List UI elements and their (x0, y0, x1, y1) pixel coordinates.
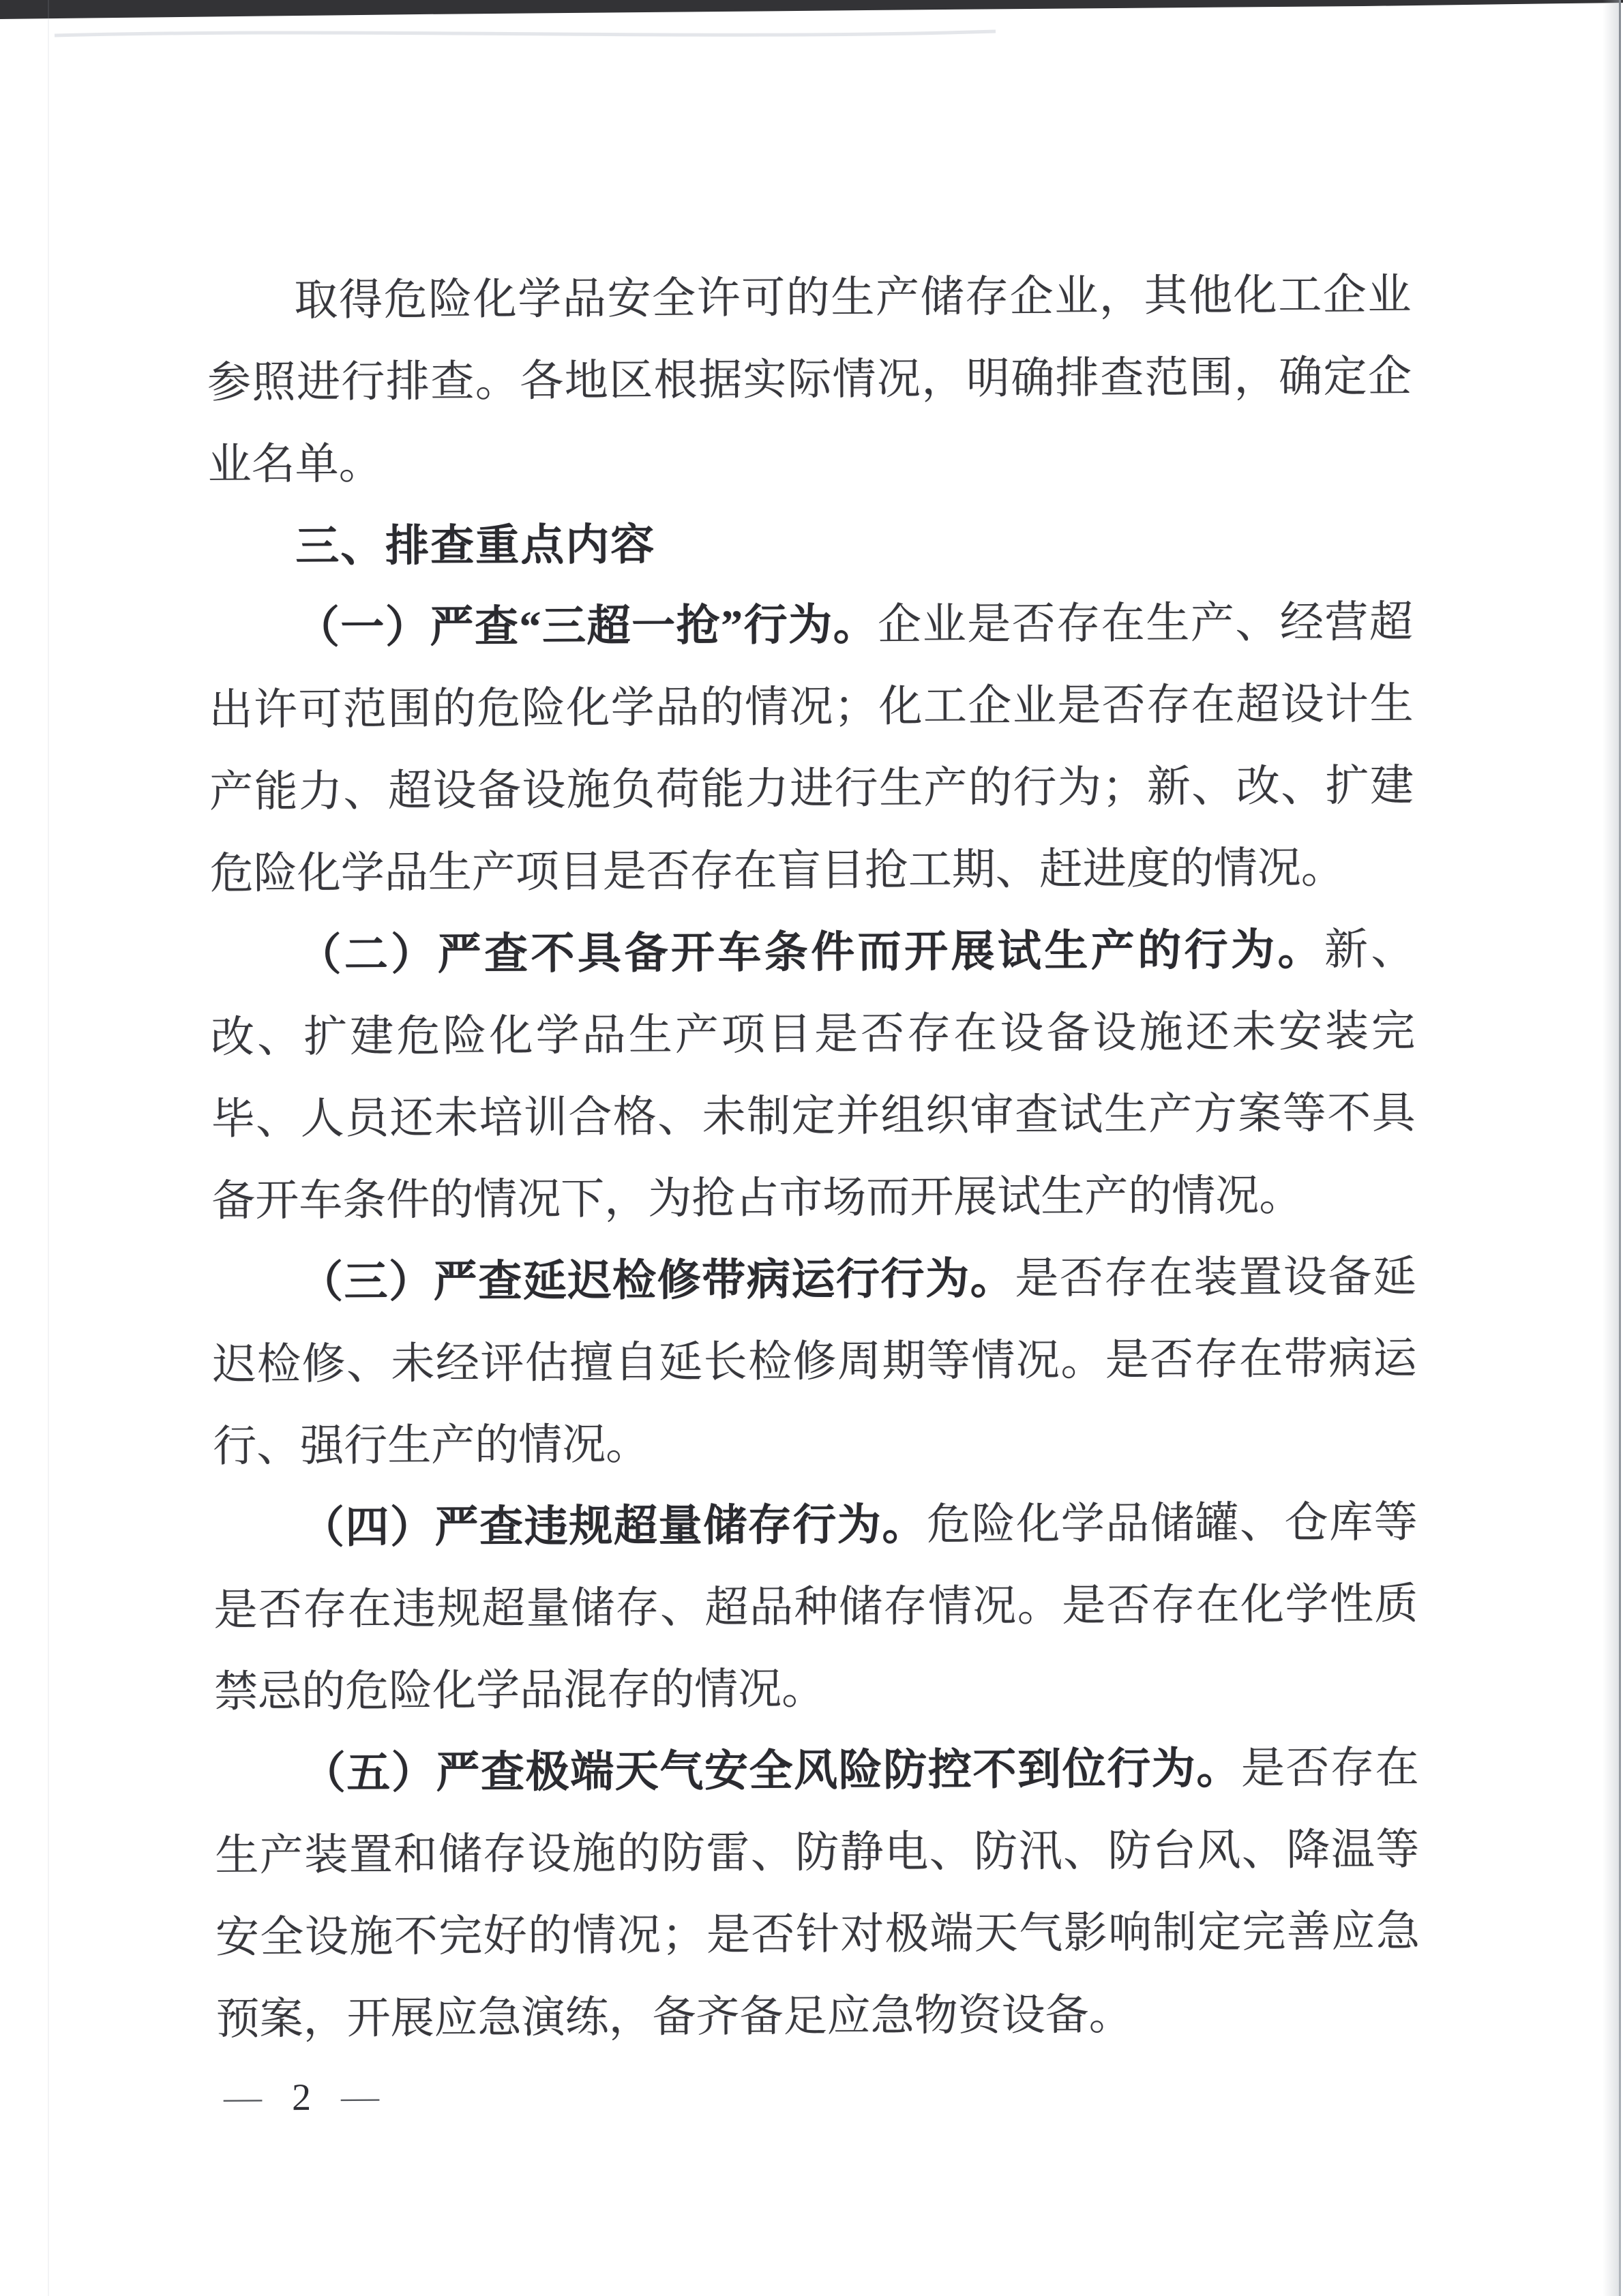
paragraph-bold-lead: （五）严查极端天气安全风险防控不到位行为。 (301, 1744, 1242, 1798)
item-1-paragraph (209, 581, 1414, 914)
paragraph-bold-lead: （二）严查不具备开车条件而开展试生产的行为。 (297, 925, 1325, 979)
paragraph-text: 是否存在生产装置和储存设施的防雷、防静电、防汛、防台风、降温等安全设施不完好的情况；是否针对极端天气影响制定完善应急预案，开展应急演练，备齐备足应急物资设备。 (215, 1743, 1420, 2044)
scan-right-edge-line (1619, 0, 1621, 2296)
scan-right-edge-fade (1603, 0, 1619, 2296)
scan-left-edge-artifact (48, 0, 49, 2296)
paragraph-bold-lead: （一）严查“三超一抢”行为。 (295, 600, 878, 652)
paragraph-text: 新、改、扩建危险化学品生产项目是否存在设备设施还未安装完毕、人员还未培训合格、未制定并组织审查试生产方案等不具备开车条件的情况下，为抢占市场而开展试生产的情况。 (210, 925, 1416, 1225)
paragraph-text: 取得危险化学品安全许可的生产储存企业，其他化工企业参照进行排查。各地区根据实际情况，明确排查范围，确定企业名单。 (207, 270, 1412, 489)
item-5-paragraph (214, 1727, 1420, 2060)
scan-top-edge-artifact (0, 0, 1623, 55)
footer-dash-left: — (223, 2079, 263, 2116)
item-4-paragraph (213, 1481, 1419, 1733)
paragraph-bold-lead: （四）严查违规超量储存行为。 (300, 1500, 927, 1552)
section-heading: 三、排查重点内容 (295, 520, 656, 571)
paragraph-text: 是否存在装置设备延迟检修、未经评估擅自延长检修周期等情况。是否存在带病运行、强行生产的情况。 (212, 1252, 1417, 1471)
document-content (207, 254, 1420, 2060)
paragraph-bold-lead: （三）严查延迟检修带病运行行为。 (299, 1254, 1015, 1307)
intro-paragraph (207, 254, 1412, 505)
paragraph-text: 企业是否存在生产、经营超出许可范围的危险化学品的情况；化工企业是否存在超设计生产能力、超设备设施负荷能力进行生产的行为；新、改、扩建危险化学品生产项目是否存在盲目抢工期、赶进度的情况。 (209, 597, 1414, 898)
page-number-footer (224, 2075, 379, 2119)
item-2-paragraph (210, 908, 1416, 1242)
page-number: 2 (291, 2076, 312, 2119)
item-3-paragraph (212, 1236, 1418, 1487)
footer-dash-right: — (340, 2079, 380, 2116)
paragraph-text: 危险化学品储罐、仓库等是否存在违规超量储存、超品种储存情况。是否存在化学性质禁忌的危险化学品混存的情况。 (213, 1497, 1418, 1716)
